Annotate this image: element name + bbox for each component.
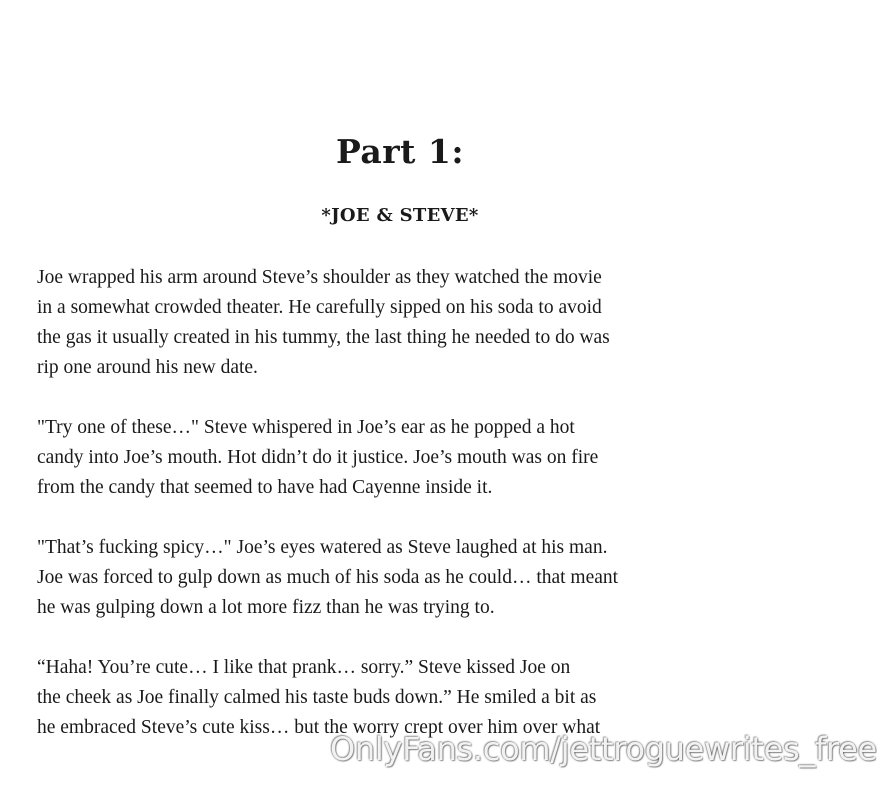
text-line: Joe was forced to gulp down as much of his soda as he could… that meant [37,567,619,588]
section-subtitle: *JOE & STEVE* [321,205,479,226]
text-line: rip one around his new date. [37,357,258,378]
text-line: from the candy that seemed to have had Cayenne inside it. [37,477,493,498]
text-line: candy into Joe’s mouth. Hot didn’t do it justice. Joe’s mouth was on fire [37,447,599,468]
text-line: the cheek as Joe finally calmed his taste buds down.” He smiled a bit as [37,687,597,708]
text-line: he was gulping down a lot more fizz than he was trying to. [37,597,495,618]
text-line: he embraced Steve’s cute kiss… but the worry crept over him over what [37,717,601,738]
watermark-text: OnlyFans.com/jettroguewrites_free [330,730,877,768]
text-line: Joe wrapped his arm around Steve’s shoulder as they watched the movie [37,267,602,288]
paragraph-2 [37,413,777,503]
text-line: the gas it usually created in his tummy, the last thing he needed to do was [37,327,610,348]
story-body [37,263,777,773]
paragraph-1 [37,263,777,383]
text-line: "Try one of these…" Steve whispered in Joe’s ear as he popped a hot [37,417,575,438]
text-line: "That’s fucking spicy…" Joe’s eyes watered as Steve laughed at his man. [37,537,608,558]
text-line: “Haha! You’re cute… I like that prank… sorry.” Steve kissed Joe on [37,657,571,678]
paragraph-3 [37,533,777,623]
page-title: Part 1: [335,132,465,171]
text-line: in a somewhat crowded theater. He carefully sipped on his soda to avoid [37,297,602,318]
